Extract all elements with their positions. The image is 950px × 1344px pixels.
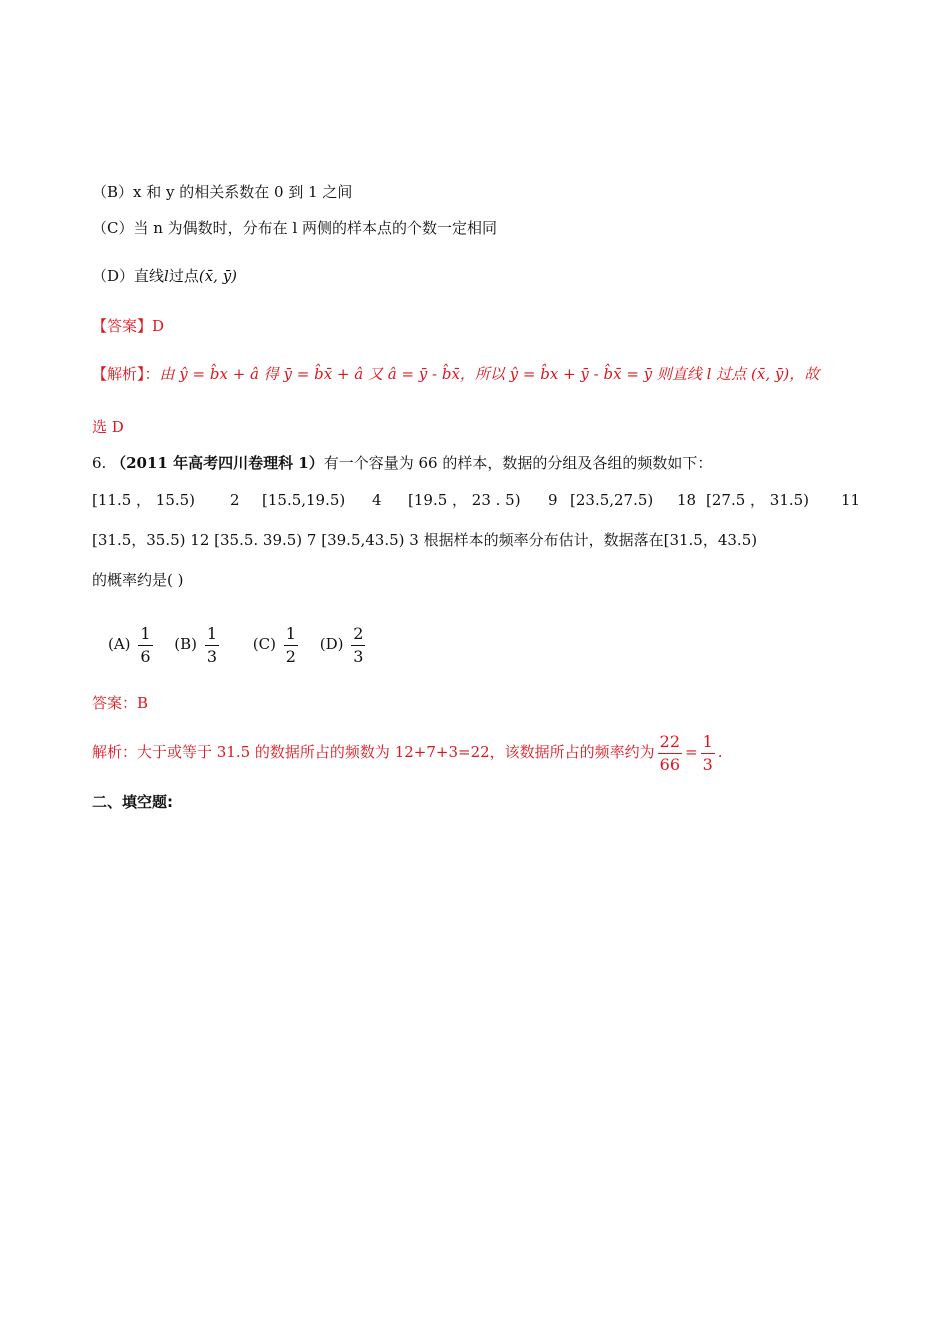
denominator: 3	[702, 754, 713, 774]
fraction-1-3	[701, 731, 715, 774]
denominator: 6	[140, 646, 151, 666]
question-6-stem	[92, 453, 712, 473]
option-c6	[253, 620, 301, 668]
denominator: 66	[659, 754, 681, 774]
fraction	[138, 623, 152, 666]
options-6	[92, 620, 382, 668]
answer-6: 答案：B	[92, 694, 149, 712]
option-d-point: (x̄, ȳ)	[198, 267, 238, 285]
interval: [23.5,27.5)	[570, 491, 654, 509]
analysis-5-text: 由 ŷ = b̂x + â 得 ȳ = b̂x̄ + â 又 â = ȳ - b̂x̄，所以 ŷ = b̂x + ȳ - b̂x̄ = ȳ 则直线 l 过点 (x̄, ȳ)，故	[159, 365, 820, 383]
frequency: 9	[548, 491, 558, 509]
option-d6	[320, 620, 369, 668]
numerator: 1	[205, 626, 219, 646]
numerator: 1	[138, 626, 152, 646]
question-source: （2011 年高考四川卷理科 1）	[111, 454, 324, 472]
option-d-line: l	[164, 267, 169, 285]
period: .	[717, 743, 723, 761]
frequency: 2	[230, 491, 240, 509]
answer-5: 【答案】D	[92, 317, 165, 335]
denominator: 3	[353, 646, 364, 666]
denominator: 3	[206, 646, 217, 666]
numerator: 1	[701, 734, 715, 754]
question-6-tail: 的概率约是( )	[92, 571, 184, 589]
option-label: (D)	[319, 635, 344, 653]
frequency: 11	[841, 491, 861, 509]
frequency: 4	[372, 491, 382, 509]
option-b: （B）x 和 y 的相关系数在 0 到 1 之间	[92, 183, 353, 201]
section-heading-fill-blank: 二、填空题:	[92, 793, 173, 811]
option-label: (C)	[252, 635, 276, 653]
interval: [27.5 ， 31.5)	[706, 491, 810, 509]
option-d-prefix: （D）直线	[92, 267, 165, 285]
option-b6	[174, 620, 222, 668]
option-d-mid: 过点	[168, 267, 199, 285]
analysis-5-label: 【解析】：	[92, 365, 160, 383]
frequency: 18	[677, 491, 697, 509]
numerator: 1	[284, 626, 298, 646]
interval: [15.5,19.5)	[262, 491, 346, 509]
fraction-22-66	[658, 731, 682, 774]
analysis-6-text: 解析：大于或等于 31.5 的数据所占的频数为 12+7+3=22，该数据所占的频率约为	[92, 743, 655, 761]
option-a	[108, 620, 156, 668]
interval: [11.5 ， 15.5)	[92, 491, 196, 509]
denominator: 2	[285, 646, 296, 666]
option-d	[92, 266, 237, 286]
numerator: 2	[351, 626, 365, 646]
analysis-6	[92, 728, 723, 776]
interval: [19.5 ， 23 . 5)	[408, 491, 521, 509]
analysis-5-end: 选 D	[92, 418, 124, 436]
equals-sign: =	[685, 743, 698, 761]
question-text: 有一个容量为 66 的样本，数据的分组及各组的频数如下：	[323, 454, 713, 472]
question-number: 6.	[92, 454, 107, 472]
fraction	[351, 623, 365, 666]
fraction	[284, 623, 298, 666]
analysis-5	[92, 364, 819, 384]
fraction	[205, 623, 219, 666]
option-label: (B)	[174, 635, 198, 653]
option-label: (A)	[108, 635, 131, 653]
option-c: （C）当 n 为偶数时，分布在 l 两侧的样本点的个数一定相同	[92, 219, 498, 237]
numerator: 22	[658, 734, 682, 754]
frequency-row-2: [31.5，35.5) 12 [35.5. 39.5) 7 [39.5,43.5) 3 根据样本的频率分布估计，数据落在[31.5，43.5)	[92, 531, 758, 549]
